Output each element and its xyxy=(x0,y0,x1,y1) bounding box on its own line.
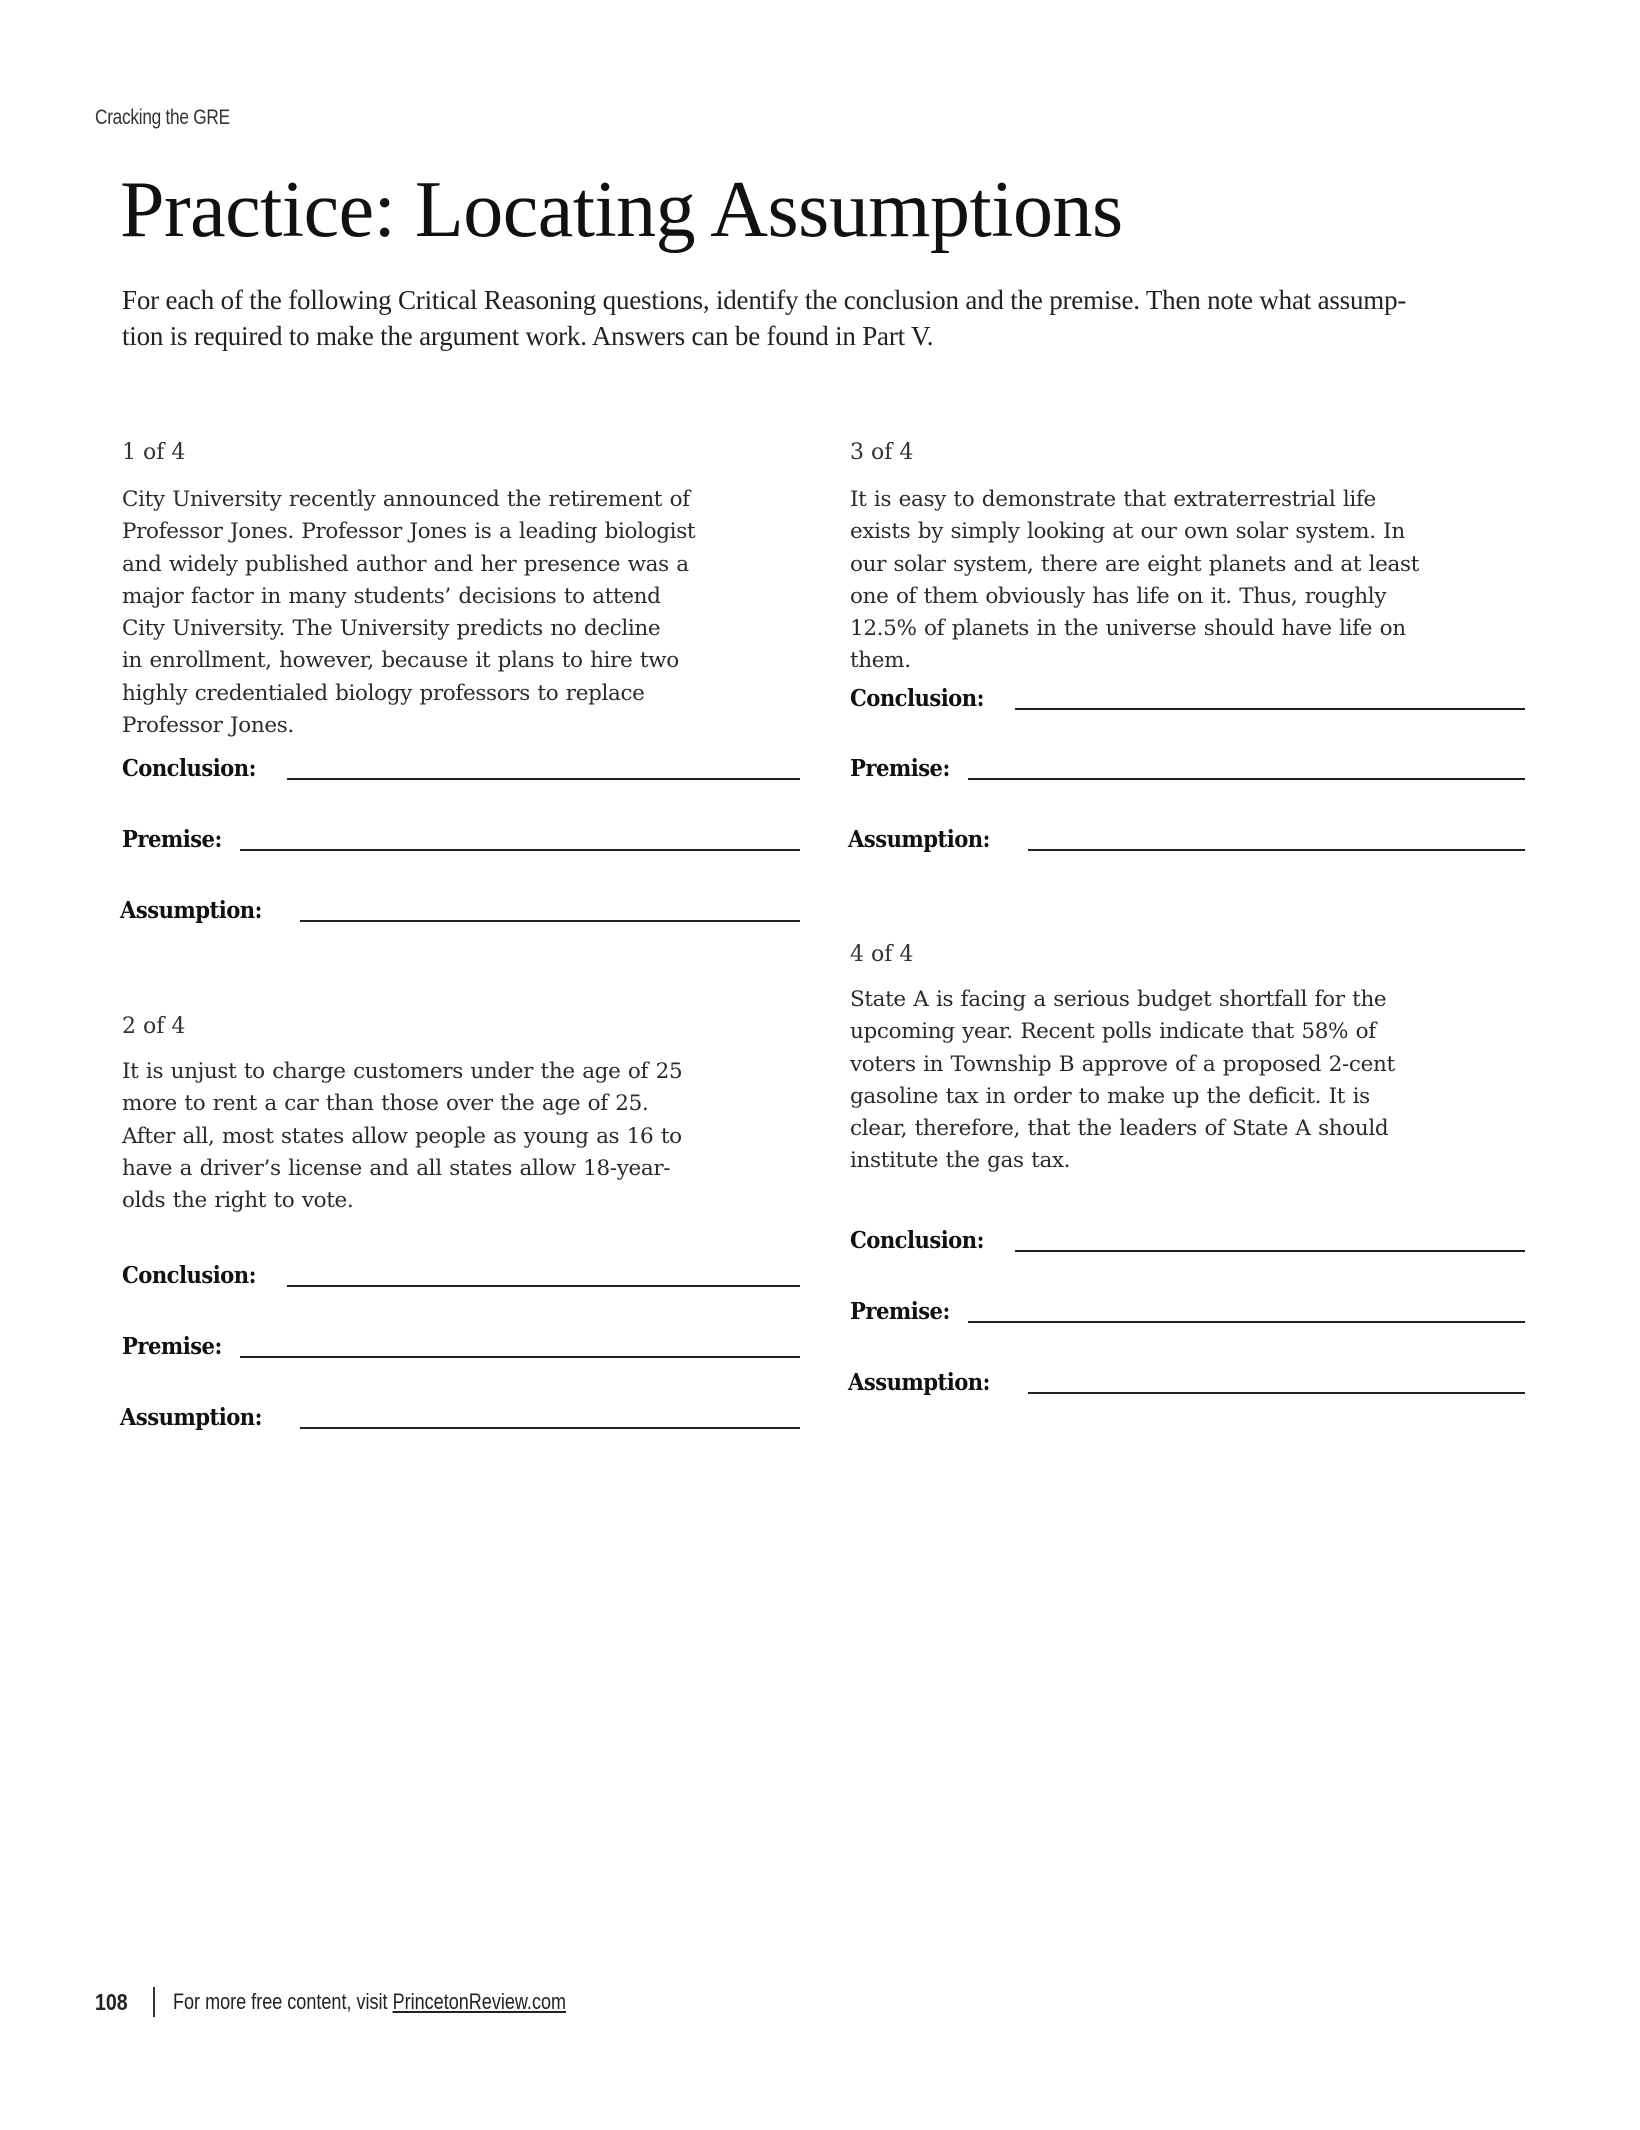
footer-divider xyxy=(153,1987,155,2017)
question-number: 4 of 4 xyxy=(850,942,914,967)
question-number: 1 of 4 xyxy=(122,440,186,465)
conclusion-answer-line[interactable] xyxy=(1015,1250,1525,1252)
conclusion-answer-line[interactable] xyxy=(1015,708,1525,710)
princeton-review-link[interactable]: PrincetonReview.com xyxy=(392,1989,566,2014)
question-2 xyxy=(122,1012,802,1452)
question-text-line: voters in Township B approve of a proposed 2-cent xyxy=(850,1051,1395,1077)
question-text-line: upcoming year. Recent polls indicate that 58% of xyxy=(850,1019,1376,1045)
question-text-line: olds the right to vote. xyxy=(122,1188,354,1214)
conclusion-field xyxy=(122,748,802,784)
footer-text xyxy=(173,1989,566,2015)
page-number: 108 xyxy=(95,1988,128,2015)
premise-label: Premise: xyxy=(850,755,950,782)
question-number: 2 of 4 xyxy=(122,1014,186,1039)
question-text-line: our solar system, there are eight planets and at least xyxy=(850,551,1419,577)
question-text-line: one of them obviously has life on it. Thus, roughly xyxy=(850,583,1387,609)
question-4 xyxy=(848,940,1530,1396)
assumption-field xyxy=(848,819,1525,855)
question-text-line: After all, most states allow people as young as 16 to xyxy=(122,1123,682,1149)
premise-label: Premise: xyxy=(122,1333,222,1360)
assumption-field xyxy=(848,1362,1525,1398)
premise-answer-line[interactable] xyxy=(240,849,800,851)
page-title: Practice: Locating Assumptions xyxy=(120,166,1123,254)
question-text-line: State A is facing a serious budget shortfall for the xyxy=(850,987,1387,1012)
assumption-answer-line[interactable] xyxy=(300,1427,800,1429)
instructions-line: For each of the following Critical Reasoning questions, identify the conclusion and the premise. Then note what assump- xyxy=(122,285,1407,315)
question-text-line: Professor Jones. Professor Jones is a leading biologist xyxy=(122,519,696,545)
conclusion-label: Conclusion: xyxy=(850,685,984,712)
conclusion-field xyxy=(850,678,1525,714)
page-footer xyxy=(95,1987,652,2017)
question-text-line: and widely published author and her presence was a xyxy=(122,551,689,577)
premise-field xyxy=(122,819,802,855)
assumption-label: Assumption: xyxy=(848,826,990,853)
assumption-label: Assumption: xyxy=(120,1404,262,1431)
question-text xyxy=(122,1056,802,1217)
question-text-line: clear, therefore, that the leaders of State A should xyxy=(850,1116,1389,1142)
question-text-line: have a driver’s license and all states allow 18-year- xyxy=(122,1155,671,1181)
conclusion-field xyxy=(850,1220,1525,1256)
conclusion-answer-line[interactable] xyxy=(287,778,800,780)
question-3 xyxy=(850,438,1530,868)
premise-answer-line[interactable] xyxy=(968,778,1525,780)
question-text-line: City University recently announced the retirement of xyxy=(122,487,690,512)
instructions xyxy=(122,282,1542,354)
premise-answer-line[interactable] xyxy=(240,1356,800,1358)
assumption-label: Assumption: xyxy=(120,897,262,924)
conclusion-answer-line[interactable] xyxy=(287,1285,800,1287)
question-text-line: institute the gas tax. xyxy=(850,1148,1071,1174)
question-text-line: in enrollment, however, because it plans to hire two xyxy=(122,648,679,674)
question-text xyxy=(122,484,802,742)
assumption-answer-line[interactable] xyxy=(300,920,800,922)
conclusion-field xyxy=(122,1255,802,1291)
assumption-answer-line[interactable] xyxy=(1028,849,1525,851)
footer-promo-text: For more free content, visit xyxy=(172,1989,393,2014)
question-text-line: City University. The University predicts no decline xyxy=(122,616,661,642)
assumption-field xyxy=(120,890,800,926)
question-text-line: gasoline tax in order to make up the deficit. It is xyxy=(850,1083,1370,1109)
conclusion-label: Conclusion: xyxy=(850,1227,984,1254)
premise-label: Premise: xyxy=(850,1298,950,1325)
premise-answer-line[interactable] xyxy=(968,1321,1525,1323)
premise-field xyxy=(122,1326,802,1362)
question-number: 3 of 4 xyxy=(850,440,914,465)
assumption-label: Assumption: xyxy=(848,1369,990,1396)
question-text-line: more to rent a car than those over the age of 25. xyxy=(122,1091,649,1117)
conclusion-label: Conclusion: xyxy=(122,1262,256,1289)
premise-field xyxy=(850,1291,1525,1327)
question-text-line: exists by simply looking at our own solar system. In xyxy=(850,519,1405,545)
question-text-line: It is unjust to charge customers under the age of 25 xyxy=(122,1059,683,1084)
conclusion-label: Conclusion: xyxy=(122,755,256,782)
question-text-line: It is easy to demonstrate that extraterrestrial life xyxy=(850,487,1376,512)
question-text xyxy=(850,984,1530,1178)
question-text-line: highly credentialed biology professors to replace xyxy=(122,680,645,706)
question-text-line: 12.5% of planets in the universe should have life on xyxy=(850,616,1406,642)
question-1 xyxy=(122,438,802,938)
question-text-line: major factor in many students’ decisions to attend xyxy=(122,583,661,609)
premise-field xyxy=(850,748,1525,784)
assumption-field xyxy=(120,1397,800,1433)
running-head: Cracking the GRE xyxy=(95,106,230,129)
question-text xyxy=(850,484,1530,678)
assumption-answer-line[interactable] xyxy=(1028,1392,1525,1394)
question-text-line: them. xyxy=(850,648,911,674)
premise-label: Premise: xyxy=(122,826,222,853)
question-text-line: Professor Jones. xyxy=(122,713,294,739)
instructions-line: tion is required to make the argument work. Answers can be found in Part V. xyxy=(122,321,934,351)
